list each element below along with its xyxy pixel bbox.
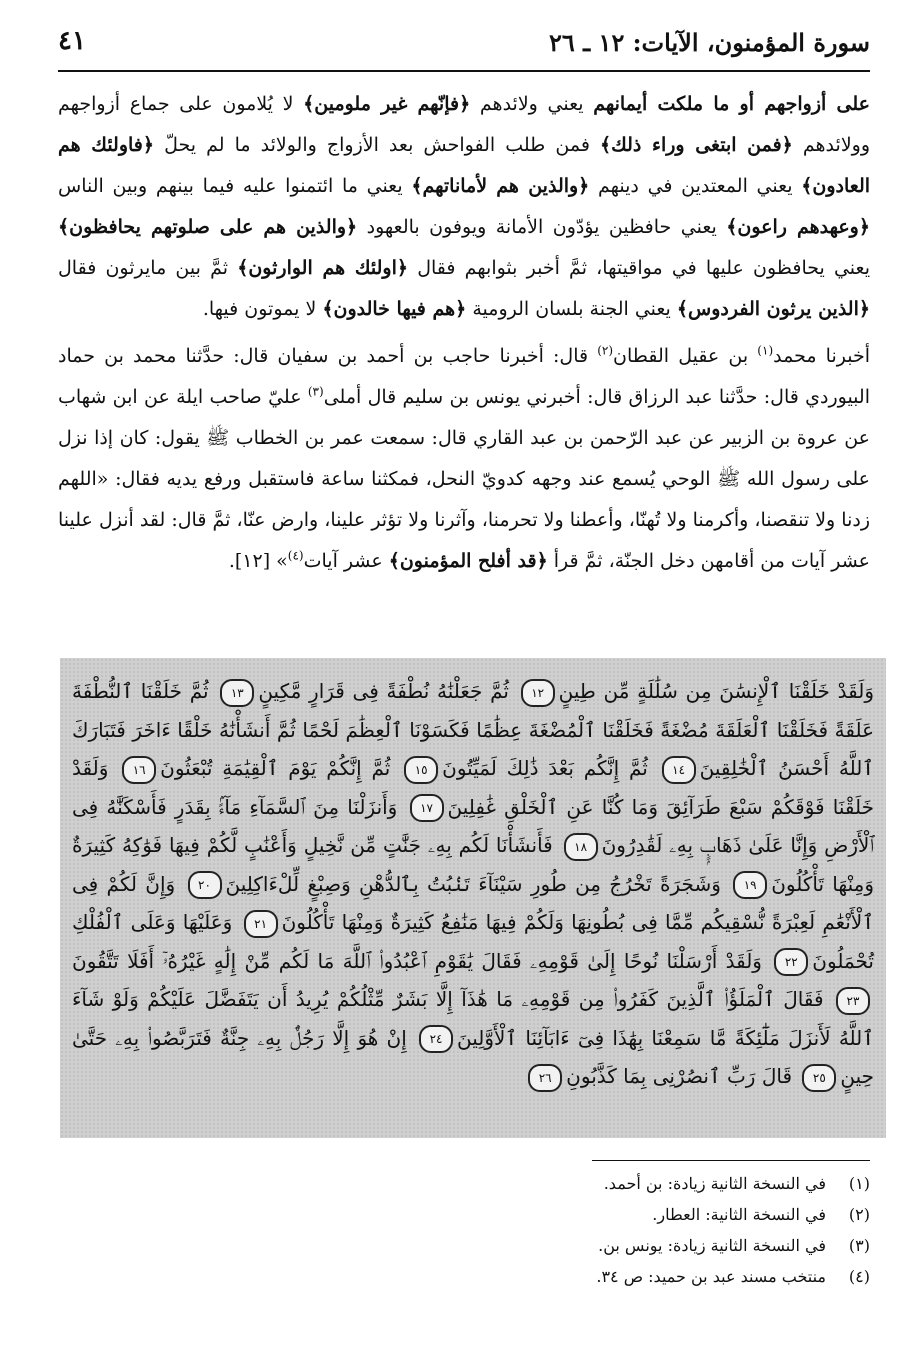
verse-text: وَإِنَّ لَكُمْ فِى ٱلْأَنْعَٰمِ لَعِبْرَةً نُّسْقِيكُم مِّمَّا فِى بُطُونِهَا وَلَكُمْ فِيهَا مَنَٰفِعُ كَثِيرَةٌ وَمِنْهَا تَأْكُلُونَ	[72, 871, 874, 934]
footnotes	[58, 1168, 870, 1292]
paragraph-hadith	[58, 336, 870, 582]
quran-quote: ﴿فاولئك هم العادون﴾	[58, 134, 871, 197]
footnote	[58, 1230, 870, 1261]
footnote-text: في النسخة الثانية زيادة: بن أحمد.	[603, 1174, 826, 1193]
footnote-text: في النسخة الثانية: العطار.	[652, 1205, 826, 1224]
footnote-marker: (٤)	[287, 548, 304, 563]
verse-number-marker: ١٦	[122, 756, 156, 784]
verse-number-marker: ٢٥	[802, 1064, 836, 1092]
verse-number-marker: ١٢	[521, 679, 555, 707]
footnote	[58, 1199, 870, 1230]
quran-quote: ﴿الذين يرثون الفردوس﴾	[676, 298, 870, 320]
text-run: » [١٢].	[228, 550, 288, 572]
quran-quote: ﴿والذين هم لأماناتهم﴾	[411, 175, 590, 197]
text-run: يعني ما ائتمنوا عليه فيما بينهم وبين الناس	[58, 175, 412, 197]
verse-text: وَلَقَدْ خَلَقْنَا فَوْقَكُمْ سَبْعَ طَرَآئِقَ وَمَا كُنَّا عَنِ ٱلْخَلْقِ غَٰفِلِينَ	[72, 756, 875, 819]
text-run: عشر آيات	[303, 550, 389, 572]
text-run: عليّ صاحب ايلة عن ابن شهاب عن عروة بن الزبير عن عبد الرّحمن بن عبد القاري قال: سمعت عمر بن الخطاب ﷺ يقول: كان إذا نزل على رسول الله ﷺ الوحي يُسمع عند وجهه كدويّ النحل، فمكثنا ساعة فاستقبل ورفع يديه فقال: «اللهم زدنا ولا تنقصنا، وأكرمنا ولا تُهنّا، وأعطنا ولا تحرمنا، وآثرنا ولا تؤثر علينا، وارض عنّا، ثمَّ قال: لقد أنزل علينا عشر آيات من أقامهن دخل الجنّة، ثمَّ قرأ	[58, 386, 870, 572]
verse-number-marker: ١٤	[662, 756, 696, 784]
quran-quote: ﴿هم فيها خالدون﴾	[322, 298, 467, 320]
verse-number-marker: ١٩	[733, 871, 767, 899]
text-run: يعني حافظين يؤدّون الأمانة ويوفون بالعهود	[357, 216, 727, 238]
quran-text	[72, 672, 874, 1096]
text-run: يعني ولائدهم	[470, 93, 594, 115]
text-run: بن عقيل القطان	[613, 345, 758, 367]
page-header	[58, 22, 870, 66]
quran-quote: على أزواجهم أو ما ملكت أيمانهم	[593, 93, 870, 115]
verse-text: وَعَلَيْهَا وَعَلَى ٱلْفُلْكِ تُحْمَلُونَ	[72, 910, 874, 973]
verse-text: وَلَقَدْ خَلَقْنَا ٱلْإِنسَٰنَ مِن سُلَٰلَةٍ مِّن طِينٍ	[558, 679, 874, 703]
verse-number-marker: ٢٤	[419, 1025, 453, 1053]
footnote-number: (٤)	[848, 1267, 870, 1286]
footnote-number: (١)	[848, 1174, 870, 1193]
verse-number-marker: ١٨	[564, 833, 598, 861]
verse-text: إِنْ هُوَ إِلَّا رَجُلٌۢ بِهِۦ جِنَّةٌ فَتَرَبَّصُوا۟ بِهِۦ حَتَّىٰ حِينٍ	[72, 1025, 874, 1088]
verse-text: ثُمَّ خَلَقْنَا ٱلنُّطْفَةَ عَلَقَةً فَخَلَقْنَا ٱلْعَلَقَةَ مُضْغَةً فَخَلَقْنَا ٱلْمُضْغَةَ عِظَٰمًا فَكَسَوْنَا ٱلْعِظَٰمَ لَحْمًا ثُمَّ أَنشَأْنَٰهُ خَلْقًا ءَاخَرَ فَتَبَارَكَ ٱللَّهُ أَحْسَنُ ٱلْخَٰلِقِينَ	[72, 679, 875, 780]
footnote-number: (٣)	[848, 1236, 870, 1255]
verse-text: ثُمَّ إِنَّكُم بَعْدَ ذَٰلِكَ لَمَيِّتُونَ	[442, 756, 648, 780]
commentary-text	[58, 84, 870, 588]
footnote-marker: (١)	[757, 343, 774, 358]
verse-number-marker: ٢٠	[188, 871, 222, 899]
text-run: قال: أخبرنا حاجب بن أحمد بن سفيان قال: حدَّثنا محمد بن حماد البيوردي قال: حدَّثنا عبد الرزاق قال: أخبرني يونس بن سليم قال أملى	[58, 345, 870, 408]
quran-quote: ﴿قد أفلح المؤمنون﴾	[388, 550, 548, 572]
header-rule	[58, 70, 870, 72]
footnote-rule	[592, 1160, 870, 1161]
text-run: يعني المعتدين في دينهم	[589, 175, 802, 197]
verse-text: فَأَنشَأْنَا لَكُم بِهِۦ جَنَّٰتٍ مِّن نَّخِيلٍ وَأَعْنَٰبٍ لَّكُمْ فِيهَا فَوَٰكِهُ كَثِيرَةٌ وَمِنْهَا تَأْكُلُونَ	[72, 833, 875, 896]
quran-quote: ﴿وعهدهم راعون﴾	[726, 216, 870, 238]
verse-number-marker: ٢١	[244, 910, 278, 938]
verse-text: وَلَقَدْ أَرْسَلْنَا نُوحًا إِلَىٰ قَوْمِهِۦ فَقَالَ يَٰقَوْمِ ٱعْبُدُوا۟ ٱللَّهَ مَا لَكُم مِّنْ إِلَٰهٍ غَيْرُهُۥٓ أَفَلَا تَتَّقُونَ	[72, 948, 762, 973]
quran-quote: ﴿والذين هم على صلوتهم يحافظون﴾	[58, 216, 358, 238]
quran-quote: ﴿فإنّهم غير ملومين﴾	[303, 93, 471, 115]
footnote-marker: (٢)	[597, 343, 614, 358]
verse-text: فَقَالَ ٱلْمَلَؤُا۟ ٱلَّذِينَ كَفَرُوا۟ مِن قَوْمِهِۦ مَا هَٰذَآ إِلَّا بَشَرٌ مِّثْلُكُمْ يُرِيدُ أَن يَتَفَضَّلَ عَلَيْكُمْ وَلَوْ شَآءَ ٱللَّهُ لَأَنزَلَ مَلَٰٓئِكَةً مَّا سَمِعْنَا بِهَٰذَا فِىٓ ءَابَآئِنَا ٱلْأَوَّلِينَ	[72, 987, 874, 1050]
footnote	[58, 1168, 870, 1199]
paragraph-commentary	[58, 84, 870, 330]
footnote-text: في النسخة الثانية زيادة: يونس بن.	[598, 1236, 826, 1255]
verse-number-marker: ٢٣	[836, 987, 870, 1015]
quran-quote: ﴿اولئك هم الوارثون﴾	[237, 257, 409, 279]
verse-text: ثُمَّ جَعَلْنَٰهُ نُطْفَةً فِى قَرَارٍ مَّكِينٍ	[258, 679, 509, 703]
text-run: لا يموتون فيها.	[202, 298, 323, 320]
text-run: أخبرنا محمد	[773, 345, 870, 367]
running-title: سورة المؤمنون، الآيات: ١٢ ـ ٢٦	[549, 28, 870, 57]
quran-verses-box	[60, 658, 886, 1138]
verse-number-marker: ٢٢	[774, 948, 808, 976]
verse-number-marker: ١٥	[404, 756, 438, 784]
verse-text: ثُمَّ إِنَّكُمْ يَوْمَ ٱلْقِيَٰمَةِ تُبْعَثُونَ	[160, 756, 391, 780]
footnote-text: منتخب مسند عبد بن حميد: ص ٣٤.	[596, 1267, 826, 1286]
text-run: لا يُلامون على جماع أزواجهم وولائدهم	[58, 93, 871, 156]
footnote-marker: (٣)	[307, 384, 324, 399]
footnote	[58, 1261, 870, 1292]
text-run: يعني يحافظون عليها في مواقيتها، ثمَّ أخبر بثوابهم فقال	[408, 257, 870, 279]
verse-text: وَأَنزَلْنَا مِنَ ٱلسَّمَآءِ مَآءًۢ بِقَدَرٍ فَأَسْكَنَّٰهُ فِى ٱلْأَرْضِ وَإِنَّا عَلَىٰ ذَهَابٍۭ بِهِۦ لَقَٰدِرُونَ	[72, 794, 874, 857]
page-number: ٤١	[58, 26, 86, 56]
verse-text: وَشَجَرَةً تَخْرُجُ مِن طُورِ سَيْنَآءَ تَنۢبُتُ بِٱلدُّهْنِ وَصِبْغٍ لِّلْءَاكِلِينَ	[225, 871, 721, 896]
verse-text: قَالَ رَبِّ ٱنصُرْنِى بِمَا كَذَّبُونِ	[566, 1064, 793, 1088]
text-run: يعني الجنة بلسان الرومية	[466, 298, 677, 320]
text-run: ثمَّ بين مايرثون فقال	[58, 257, 238, 279]
verse-number-marker: ١٧	[410, 794, 444, 822]
quran-quote: ﴿فمن ابتغى وراء ذلك﴾	[599, 134, 793, 156]
text-run: فمن طلب الفواحش بعد الأزواج والولائد ما لم يحلّ	[154, 134, 600, 156]
verse-number-marker: ١٣	[220, 679, 254, 707]
verse-number-marker: ٢٦	[528, 1064, 562, 1092]
footnote-number: (٢)	[848, 1205, 870, 1224]
